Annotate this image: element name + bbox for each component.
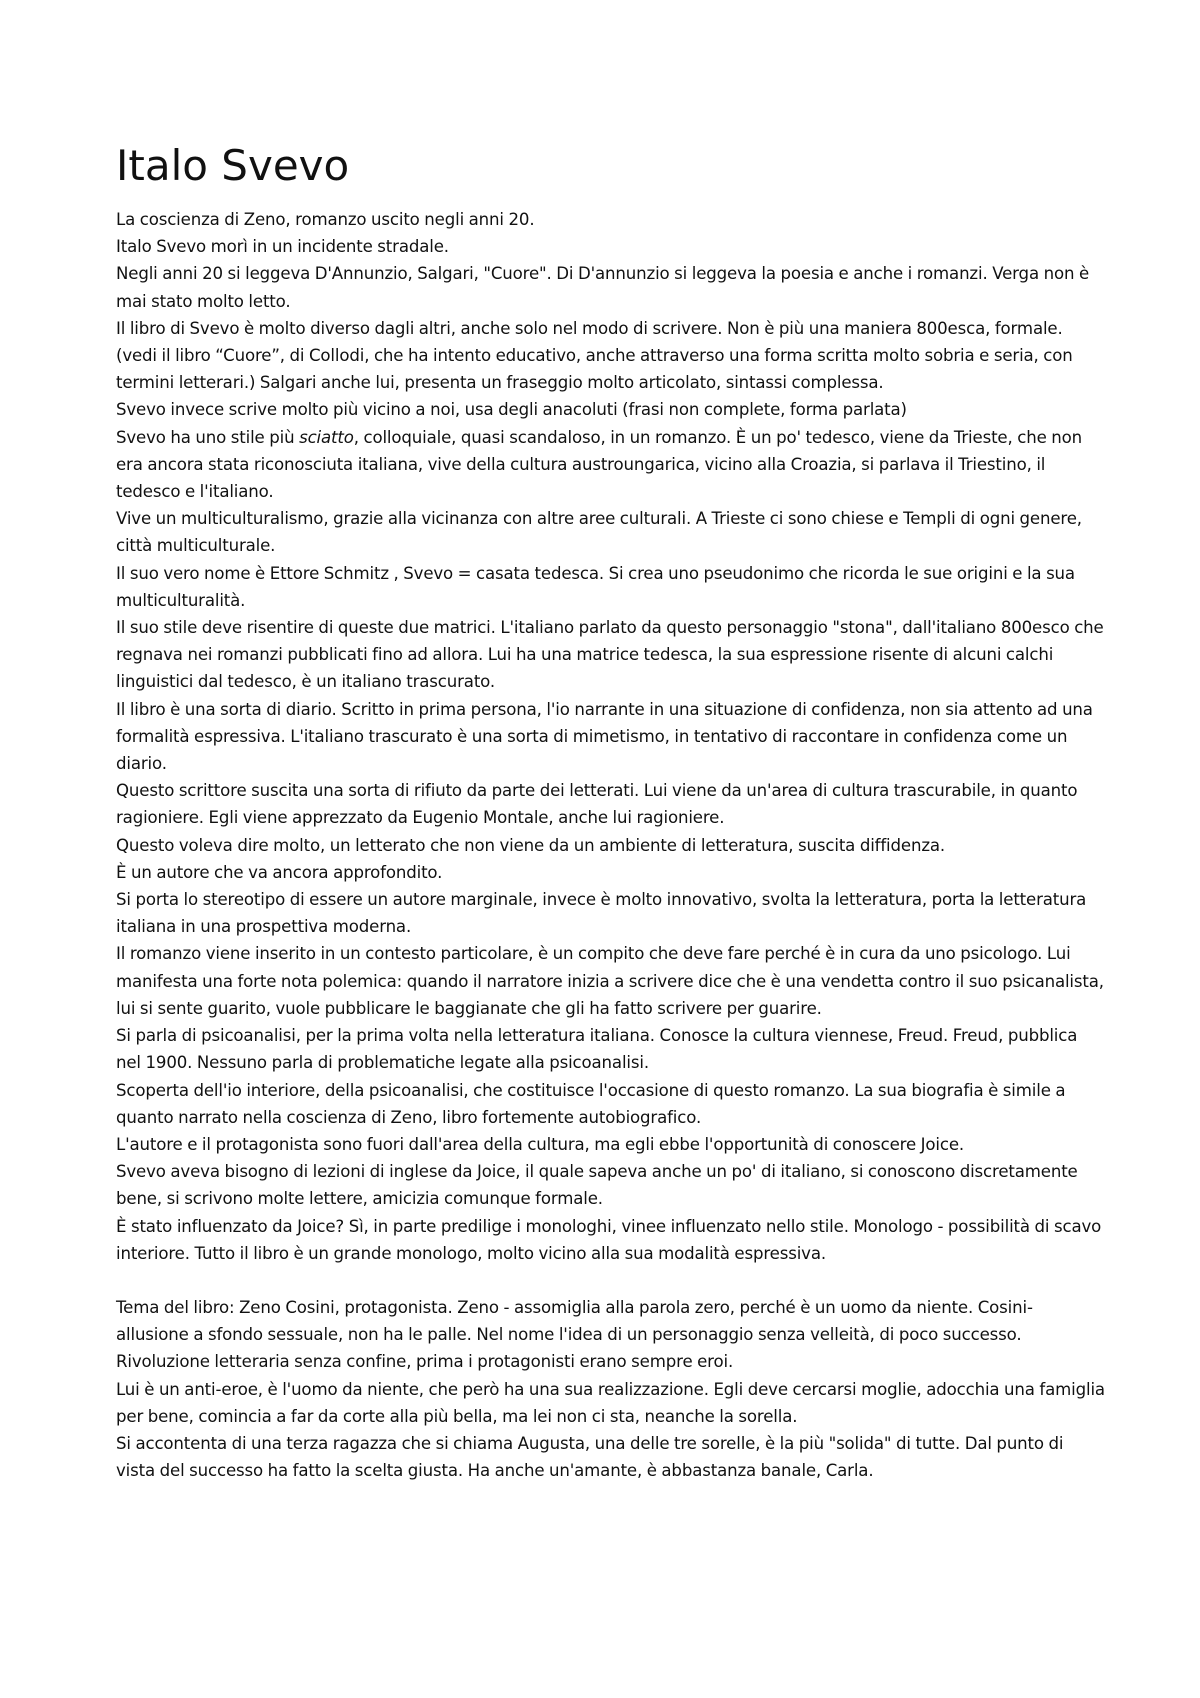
paragraph-text: , colloquiale, quasi scandaloso, in un romanzo. È un po' tedesco, viene da Trieste, che non era ancora stata riconosciuta italiana, vive della cultura austroungarica, vicino alla Croazia, si parlava il Triestino, il tedesco e l'italiano. [116, 427, 1082, 502]
paragraph: Scoperta dell'io interiore, della psicoanalisi, che costituisce l'occasione di questo romanzo. La sua biografia è simile a quanto narrato nella coscienza di Zeno, libro fortemente autobiografico. [116, 1080, 1066, 1127]
paragraph: È stato influenzato da Joice? Sì, in parte predilige i monologhi, vinee influenzato nello stile. Monologo - possibilità di scavo interiore. Tutto il libro è un grande monologo, molto vicino alla sua modalità espressiva. [116, 1216, 1102, 1263]
paragraph: Il suo vero nome è Ettore Schmitz , Svevo = casata tedesca. Si crea uno pseudonimo che ricorda le sue origini e la sua multiculturalità. [116, 563, 1075, 610]
paragraph: Si porta lo stereotipo di essere un autore marginale, invece è molto innovativo, svolta la letteratura, porta la letteratura italiana in una prospettiva moderna. [116, 890, 1087, 937]
notes-section-1 [116, 206, 1106, 1267]
paragraph: Il libro di Svevo è molto diverso dagli altri, anche solo nel modo di scrivere. Non è più una maniera 800esca, formale. (vedi il libro “Cuore”, di Collodi, che ha intento educativo, anche attraverso una forma scritta molto sobria e seria, con termini letterari.) Salgari anche lui, presenta un fraseggio molto articolato, sintassi complessa. [116, 318, 1073, 393]
paragraph: Si accontenta di una terza ragazza che si chiama Augusta, una delle tre sorelle, è la più "solida" di tutte. Dal punto di vista del successo ha fatto la scelta giusta. Ha anche un'amante, è abbastanza banale, Carla. [116, 1433, 1064, 1481]
paragraph: Svevo aveva bisogno di lezioni di inglese da Joice, il quale sapeva anche un po' di italiano, si conoscono discretamente bene, si scrivono molte lettere, amicizia comunque formale. [116, 1162, 1078, 1209]
paragraph-text: Svevo ha uno stile più [116, 427, 300, 447]
document-title: Italo Svevo [116, 141, 350, 190]
paragraph: Il libro è una sorta di diario. Scritto in prima persona, l'io narrante in una situazione di confidenza, non sia attento ad una formalità espressiva. L'italiano trascurato è una sorta di mimetismo, in tentativo di raccontare in confidenza come un diario. [116, 699, 1093, 774]
paragraph: Negli anni 20 si leggeva D'Annunzio, Salgari, "Cuore". Di D'annunzio si leggeva la poesia e anche i romanzi. Verga non è mai stato molto letto. [116, 264, 1090, 311]
paragraph: Il romanzo viene inserito in un contesto particolare, è un compito che deve fare perché è in cura da uno psicologo. Lui manifesta una forte nota polemica: quando il narratore inizia a scrivere dice che è una vendetta contro il suo psicanalista, lui si sente guarito, vuole pubblicare le baggianate che gli ha fatto scrivere per guarire. [116, 944, 1104, 1018]
paragraph: Questo voleva dire molto, un letterato che non viene da un ambiente di letteratura, suscita diffidenza. [116, 835, 946, 855]
paragraph: Tema del libro: Zeno Cosini, protagonista. Zeno - assomiglia alla parola zero, perché è un uomo da niente. Cosini- allusione a sfondo sessuale, non ha le palle. Nel nome l'idea di un personaggio senza velleità, di poco successo. Rivoluzione letteraria senza confine, prima i protagonisti erano sempre eroi. [116, 1297, 1033, 1372]
paragraph: Vive un multiculturalismo, grazie alla vicinanza con altre aree culturali. A Trieste ci sono chiese e Templi di ogni genere, città multiculturale. [116, 509, 1082, 556]
paragraph: L'autore e il protagonista sono fuori dall'area della cultura, ma egli ebbe l'opportunità di conoscere Joice. [116, 1134, 965, 1154]
paragraph: Lui è un anti-eroe, è l'uomo da niente, che però ha una sua realizzazione. Egli deve cercarsi moglie, adocchia una famiglia per bene, comincia a far da corte alla più bella, ma lei non ci sta, neanche la sorella. [116, 1379, 1105, 1426]
emphasis-text: sciatto [299, 427, 354, 447]
paragraph: È un autore che va ancora approfondito. [116, 862, 443, 882]
paragraph-style [116, 424, 1106, 506]
paragraph: Italo Svevo morì in un incidente stradale. [116, 237, 449, 257]
paragraph: Svevo invece scrive molto più vicino a noi, usa degli anacoluti (frasi non complete, forma parlata) [116, 400, 907, 420]
paragraph: Il suo stile deve risentire di queste due matrici. L'italiano parlato da questo personaggio "stona", dall'italiano 800esco che regnava nei romanzi pubblicati fino ad allora. Lui ha una matrice tedesca, la sua espressione risente di alcuni calchi linguistici dal tedesco, è un italiano trascurato. [116, 618, 1104, 692]
paragraph-gap [116, 1267, 1106, 1294]
document-page [116, 140, 1106, 1484]
notes-section-2 [116, 1294, 1106, 1484]
paragraph: Si parla di psicoanalisi, per la prima volta nella letteratura italiana. Conosce la cultura viennese, Freud. Freud, pubblica nel 1900. Nessuno parla di problematiche legate alla psicoanalisi. [116, 1026, 1078, 1073]
paragraph: La coscienza di Zeno, romanzo uscito negli anni 20. [116, 210, 535, 229]
paragraph: Questo scrittore suscita una sorta di rifiuto da parte dei letterati. Lui viene da un'area di cultura trascurabile, in quanto ragioniere. Egli viene apprezzato da Eugenio Montale, anche lui ragioniere. [116, 781, 1078, 828]
